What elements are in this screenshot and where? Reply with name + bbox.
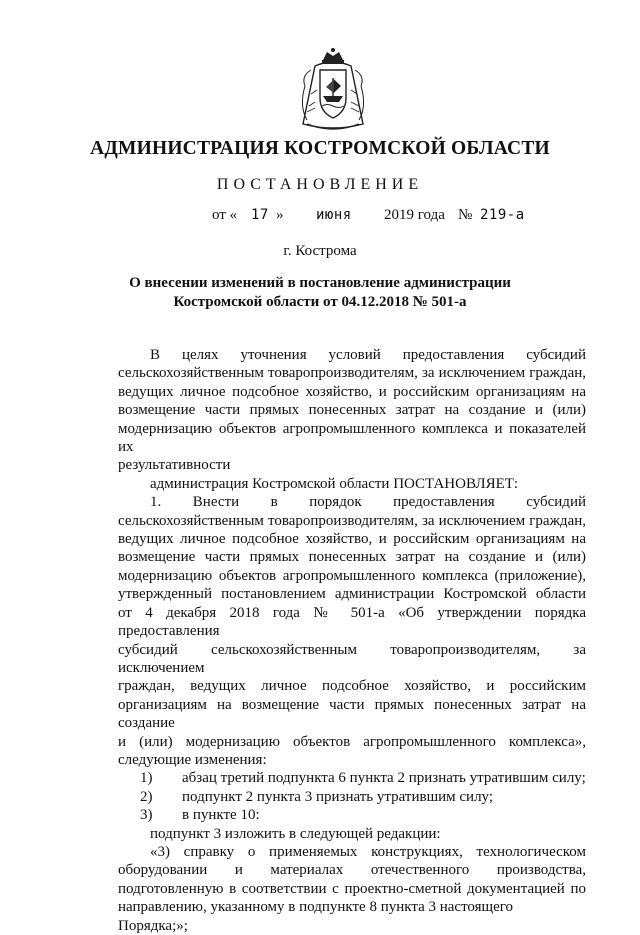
text-line: «3) справку о применяемых конструкциях, технологическом	[150, 843, 586, 860]
list-item-text: абзац третий подпункта 6 пункта 2 признать утратившим силу;	[182, 770, 586, 787]
list-item	[118, 769, 586, 787]
document-number: 219-а	[480, 207, 525, 223]
subject-line: О внесении изменений в постановление администрации	[129, 275, 511, 291]
text-line: подготовленную в соответствии с проектно-сметной документацией по	[118, 880, 586, 897]
list-item	[118, 788, 586, 806]
text-line: модернизацию объектов агропромышленного комплекса (приложение),	[118, 567, 586, 584]
text-line: следующие изменения:	[118, 751, 267, 768]
text-line: ведущих личное подсобное хозяйство, и российским организациям на	[118, 383, 586, 400]
text-line: граждан, ведущих личное подсобное хозяйство, и российским	[118, 678, 586, 695]
text-line: результативности	[118, 457, 231, 474]
text-line: и (или) модернизацию объектов агропромышленного комплекса»,	[118, 733, 586, 750]
date-day: 17	[251, 207, 269, 223]
date-close-quote: »	[276, 207, 284, 223]
list-item-text: в пункте 10:	[182, 807, 260, 824]
org-title: АДМИНИСТРАЦИЯ КОСТРОМСКОЙ ОБЛАСТИ	[90, 138, 550, 159]
text-line: модернизацию объектов агропромышленного комплекса и показателей их	[118, 420, 586, 456]
text-line: возмещение части прямых понесенных затрат на создание и (или)	[118, 549, 586, 566]
list-item	[118, 806, 586, 824]
list-item-number: 2)	[140, 788, 153, 805]
text-line: возмещение части прямых понесенных затрат на создание и (или)	[118, 402, 586, 419]
subject-line: Костромской области от 04.12.2018 № 501-а	[173, 294, 467, 310]
text-line: сельскохозяйственным товаропроизводителям, за исключением граждан,	[118, 512, 586, 529]
text-line: утвержденный постановлением администрации Костромской области	[118, 586, 586, 603]
text-line: администрация Костромской области ПОСТАНОВЛЯЕТ:	[150, 475, 519, 492]
date-year: 2019 года	[384, 207, 445, 223]
date-line	[212, 207, 542, 227]
date-month: июня	[316, 207, 352, 223]
text-line: направлению, указанному в подпункте 8 пункта 3 настоящего Порядка;»;	[118, 899, 514, 934]
text-line: сельскохозяйственным товаропроизводителям, за исключением граждан,	[118, 365, 586, 382]
list-item-text: подпункт 2 пункта 3 признать утратившим силу;	[182, 788, 494, 805]
number-sign: №	[458, 207, 473, 223]
text-line: организациям на возмещение части прямых понесенных затрат на создание	[118, 696, 586, 732]
text-line: ведущих личное подсобное хозяйство, и российским организациям на	[118, 531, 586, 548]
list-item-number: 3)	[140, 807, 153, 824]
text-line: от 4 декабря 2018 года № 501-а «Об утверждении порядка предоставления	[118, 604, 586, 640]
text-line: 1. Внести в порядок предоставления субсидий	[150, 494, 586, 511]
list-item-number: 1)	[140, 770, 153, 787]
text-line: оборудовании и материалах отечественного производства,	[118, 862, 586, 879]
text-line: субсидий сельскохозяйственным товаропроизводителям, за исключением	[118, 641, 586, 676]
coat-of-arms-icon	[293, 46, 373, 134]
text-line: подпункт 3 изложить в следующей редакции:	[150, 825, 441, 842]
city: г. Кострома	[283, 243, 357, 259]
date-prefix: от «	[212, 207, 238, 223]
text-line: В целях уточнения условий предоставления субсидий	[150, 347, 586, 363]
document-subject	[0, 274, 640, 312]
document-body	[118, 346, 586, 935]
document-type: ПОСТАНОВЛЕНИЕ	[216, 176, 424, 193]
